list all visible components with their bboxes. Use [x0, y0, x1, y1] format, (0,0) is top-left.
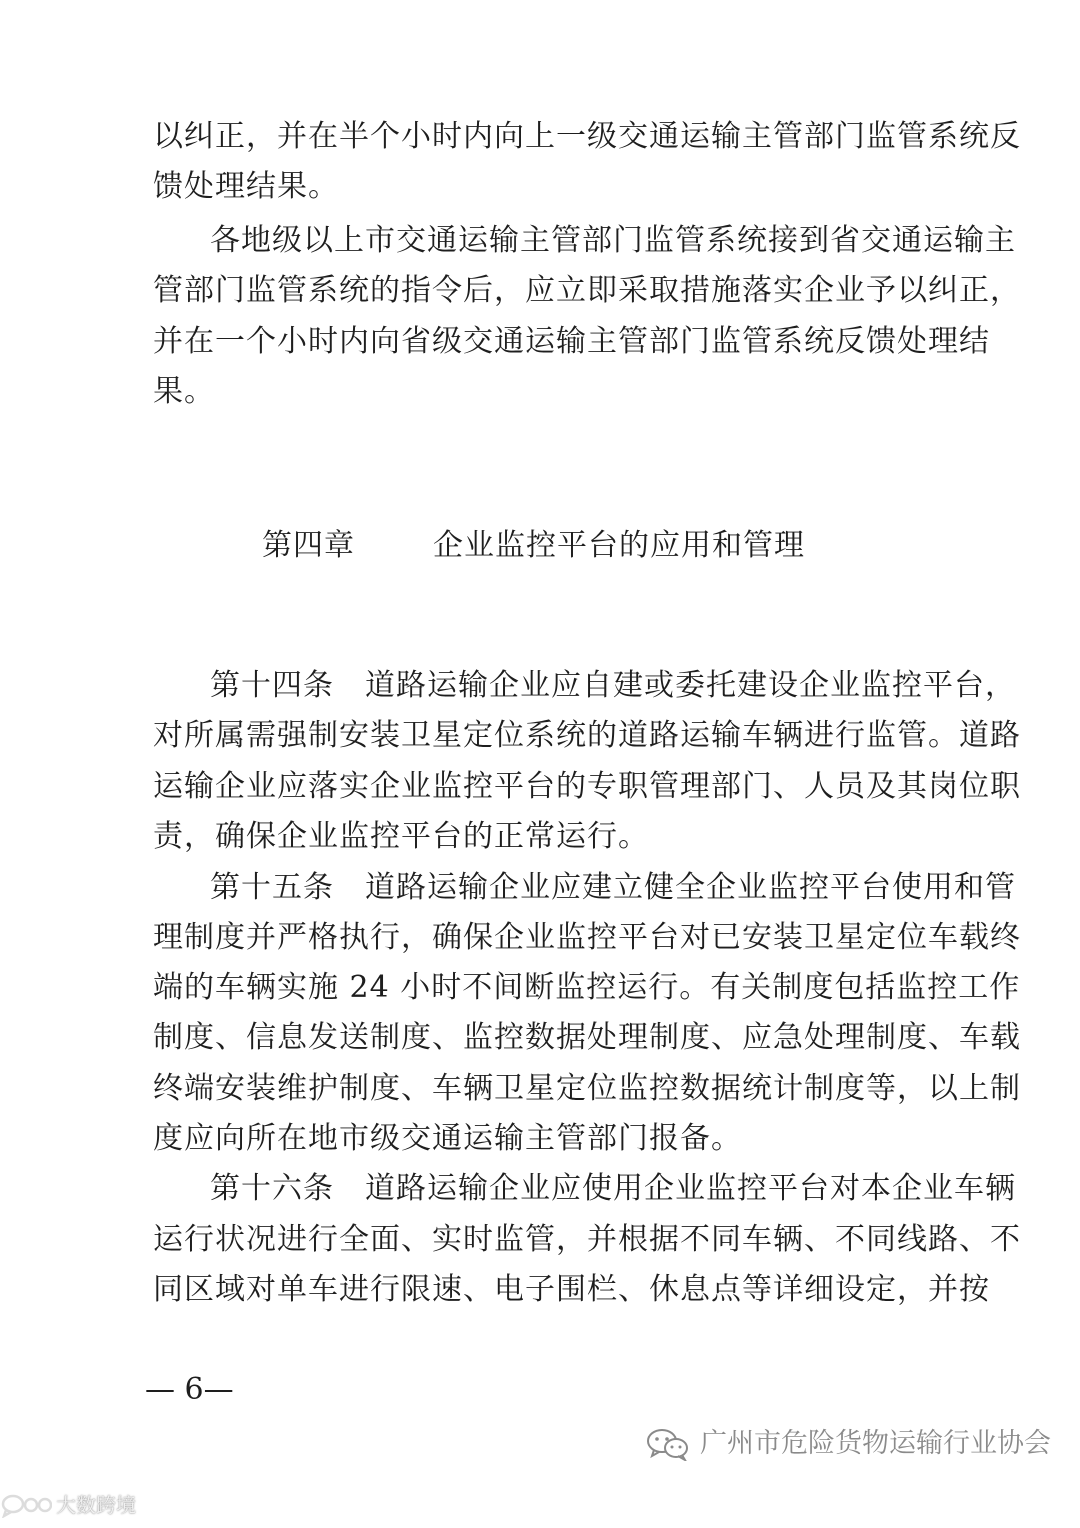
body-line: 以纠正，并在半个小时内向上一级交通运输主管部门监管系统反 — [153, 119, 1021, 154]
body-line: 终端安装维护制度、车辆卫星定位监控数据统计制度等，以上制 — [153, 1071, 1021, 1106]
chapter-number: 第四章 — [262, 528, 355, 563]
body-line: 制度、信息发送制度、监控数据处理制度、应急处理制度、车载 — [153, 1020, 1021, 1055]
body-line: 度应向所在地市级交通运输主管部门报备。 — [153, 1121, 742, 1156]
body-line: 第十六条 道路运输企业应使用企业监控平台对本企业车辆 — [210, 1171, 1016, 1206]
body-line: 管部门监管系统的指令后，应立即采取措施落实企业予以纠正， — [153, 273, 1021, 308]
body-line: 第十四条 道路运输企业应自建或委托建设企业监控平台， — [210, 668, 1016, 703]
body-line: 并在一个小时内向省级交通运输主管部门监管系统反馈处理结 — [153, 324, 990, 359]
body-line: 责，确保企业监控平台的正常运行。 — [153, 819, 649, 854]
chapter-title: 企业监控平台的应用和管理 — [433, 528, 805, 563]
page-number: — 6— — [145, 1372, 234, 1407]
wechat-icon — [646, 1427, 690, 1461]
corner-badge — [0, 1490, 136, 1520]
body-line: 理制度并严格执行，确保企业监控平台对已安装卫星定位车载终 — [153, 920, 1021, 955]
corner-badge-text: 大数跨境 — [56, 1493, 136, 1517]
body-line: 馈处理结果。 — [153, 169, 339, 204]
body-line: 端的车辆实施 24 小时不间断监控运行。有关制度包括监控工作 — [153, 970, 1021, 1005]
body-line: 第十五条 道路运输企业应建立健全企业监控平台使用和管 — [210, 870, 1016, 905]
body-line: 果。 — [153, 374, 215, 409]
speech-bubble-logo-icon — [0, 1492, 52, 1518]
watermark — [646, 1424, 1051, 1464]
watermark-text: 广州市危险货物运输行业协会 — [700, 1428, 1051, 1459]
body-line: 各地级以上市交通运输主管部门监管系统接到省交通运输主 — [210, 223, 1016, 258]
body-line: 运输企业应落实企业监控平台的专职管理部门、人员及其岗位职 — [153, 769, 1021, 804]
body-line: 同区域对单车进行限速、电子围栏、休息点等详细设定，并按 — [153, 1272, 990, 1307]
body-line: 运行状况进行全面、实时监管，并根据不同车辆、不同线路、不 — [153, 1222, 1021, 1257]
body-line: 对所属需强制安装卫星定位系统的道路运输车辆进行监管。道路 — [153, 718, 1021, 753]
